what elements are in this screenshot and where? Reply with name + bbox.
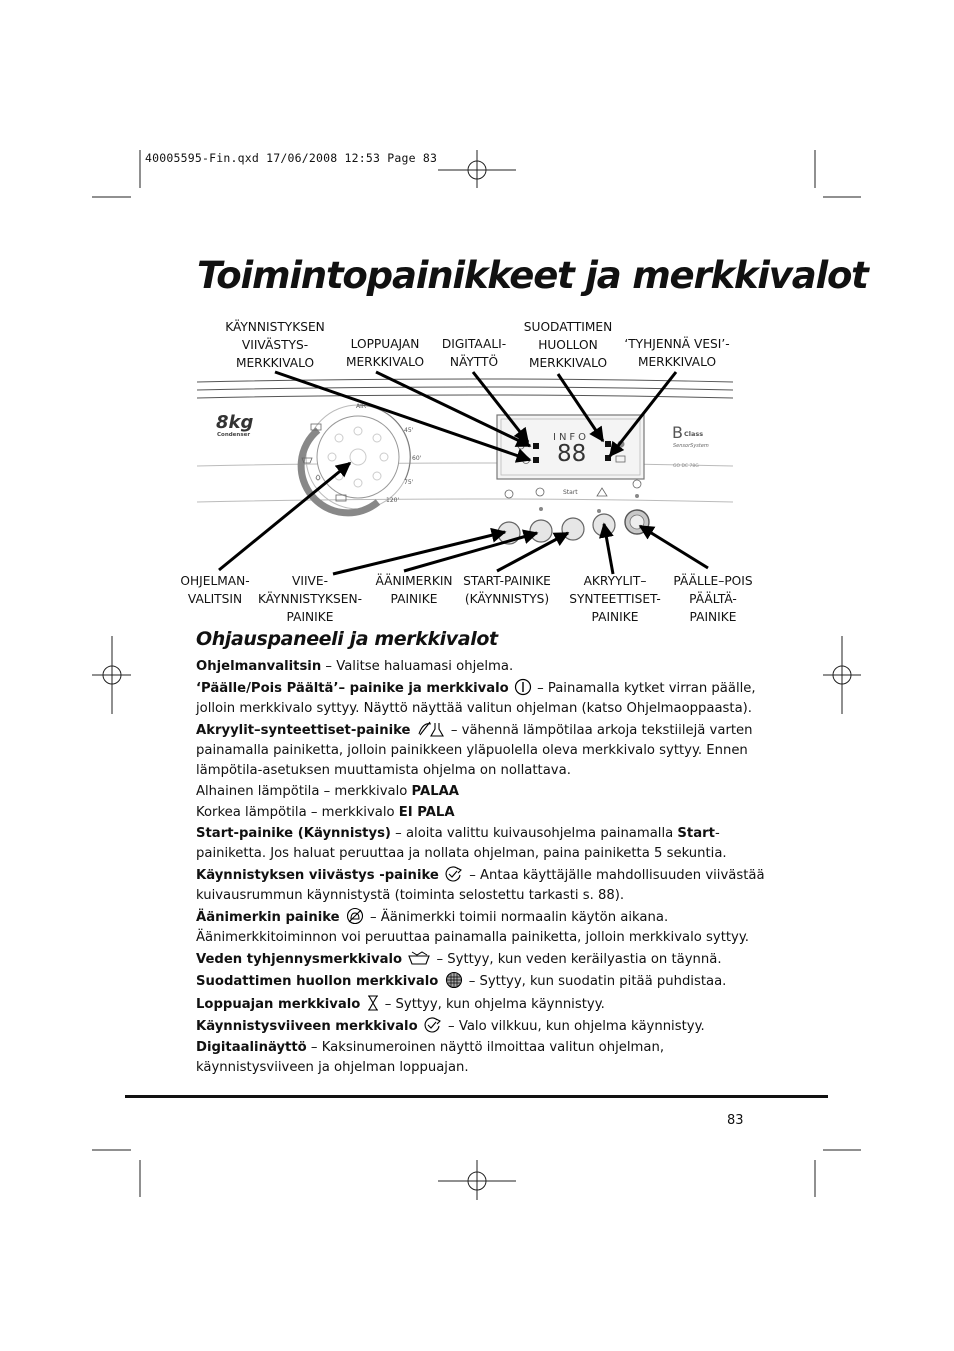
para-kaynnistysviive: Käynnistysviiveen merkkivalo – Valo vilkkuu, kun ohjelma käynnistyy. [196, 1016, 786, 1037]
dial-mark-60: 60' [412, 455, 422, 462]
page-title: Toimintopainikkeet ja merkkivalot [197, 254, 868, 297]
buzzer-icon [344, 907, 366, 925]
empty-water-icon [406, 949, 432, 967]
label-akryylit: AKRYYLIT– SYNTEETTISET- PAINIKE [569, 574, 661, 624]
page-number: 83 [727, 1113, 744, 1128]
label-tyhjenna-vesi: ‘TYHJENNÄ VESI’- MERKKIVALO [624, 337, 730, 369]
dial-mark-120: 120' [386, 497, 400, 504]
synthetics-icon [415, 720, 447, 738]
power-icon [513, 678, 533, 696]
para-digitaalinaytto: Digitaalinäyttö – Kaksinumeroinen näyttö ilmoittaa valitun ohjelman, käynnistysviiveen ja ohjelman loppuajan. [196, 1040, 665, 1075]
hourglass-icon [365, 994, 381, 1012]
label-digitaali-naytto: DIGITAALI- NÄYTTÖ [441, 337, 507, 369]
bclass-label: Class [684, 430, 704, 438]
display-digits: 88 [557, 441, 587, 467]
file-slug: 40005595-Fin.qxd 17/06/2008 12:53 Page 83 [145, 151, 438, 165]
description-body [196, 657, 786, 1079]
delay-start-icon [443, 865, 465, 883]
para-loppuajan: Loppuajan merkkivalo – Syttyy, kun ohjelma käynnistyy. [196, 994, 786, 1015]
label-aanimerkki: ÄÄNIMERKIN PAINIKE [375, 574, 453, 606]
brand-8kg: 8kg [216, 412, 254, 433]
label-suodattimen: SUODATTIMEN HUOLLON MERKKIVALO [523, 320, 613, 370]
sensor-system: SensorSystem [673, 443, 709, 449]
filter-icon [443, 971, 465, 989]
label-kaynnistyksen-viivastys: KÄYNNISTYKSEN VIIVÄSTYS- MERKKIVALO [225, 320, 325, 370]
para-aanimerkki: Äänimerkin painike – Äänimerkki toimii normaalin käytön aikana. Äänimerkkitoiminnon voi peruuttaa painamalla painiketta, jolloin merkkivalo syttyy. [196, 907, 786, 948]
label-ohjelmanvalitsin: OHJELMAN- VALITSIN [180, 574, 250, 606]
label-paalle-pois: PÄÄLLE–POIS PÄÄLTÄ- PAINIKE [673, 574, 753, 624]
para-alhainen: Alhainen lämpötila – merkkivalo PALAA [196, 783, 460, 799]
panel-start-text: Start [563, 489, 578, 496]
dial-mark-air: AIR [356, 403, 367, 410]
label-loppuajan: LOPPUAJAN MERKKIVALO [345, 337, 425, 369]
model-code: GO DC 78G [673, 464, 699, 469]
delay-start-led-icon [422, 1016, 444, 1034]
label-viive-kaynnistys: VIIVE- KÄYNNISTYKSEN- PAINIKE [257, 574, 362, 624]
dial-mark-75: 75' [404, 479, 414, 486]
brand-condenser: Condenser [217, 432, 251, 438]
para-start: Start-painike (Käynnistys) – aloita valittu kuivausohjelma painamalla Start-painiketta. Jos haluat peruuttaa ja nollata ohjelman, paina painiketta 5 sekuntia. [196, 826, 727, 862]
dial-mark-45: 45' [404, 427, 414, 434]
para-veden-tyhjennys: Veden tyhjennysmerkkivalo – Syttyy, kun veden keräilyastia on täynnä. [196, 949, 786, 970]
para-viivastys: Käynnistyksen viivästys -painike – Antaa käyttäjälle mahdollisuuden viivästää kuivausrummun käynnistystä (toiminta selostettu tarkasti s. 88). [196, 865, 786, 906]
footer-rule [125, 1095, 828, 1098]
label-start: START-PAINIKE (KÄYNNISTYS) [463, 574, 551, 606]
para-ohjelmanvalitsin: Ohjelmanvalitsin – Valitse haluamasi ohjelma. [196, 659, 514, 674]
para-paalle-pois: ‘Päälle/Pois Päältä’– painike ja merkkivalo – Painamalla kytket virran päälle, jolloin merkkivalo syttyy. Näyttö näyttää valitun ohjelman (katso Ohjelmaoppaasta). [196, 678, 786, 719]
para-suodattimen: Suodattimen huollon merkkivalo – Syttyy, kun suodatin pitää puhdistaa. [196, 971, 786, 992]
display-info: INFO [553, 432, 590, 443]
bclass-letter: B [672, 423, 683, 442]
para-akryylit: Akryylit–synteettiset-painike – vähennä lämpötilaa arkoja tekstiilejä varten painamalla painiketta, jolloin painikkeen yläpuolella oleva merkkivalo syttyy. Ennen lämpötila-asetuksen muuttamista ohjelma on nollattava. [196, 720, 786, 780]
section-subtitle: Ohjauspaneeli ja merkkivalot [196, 628, 498, 650]
para-korkea: Korkea lämpötila – merkkivalo EI PALA [196, 805, 455, 821]
